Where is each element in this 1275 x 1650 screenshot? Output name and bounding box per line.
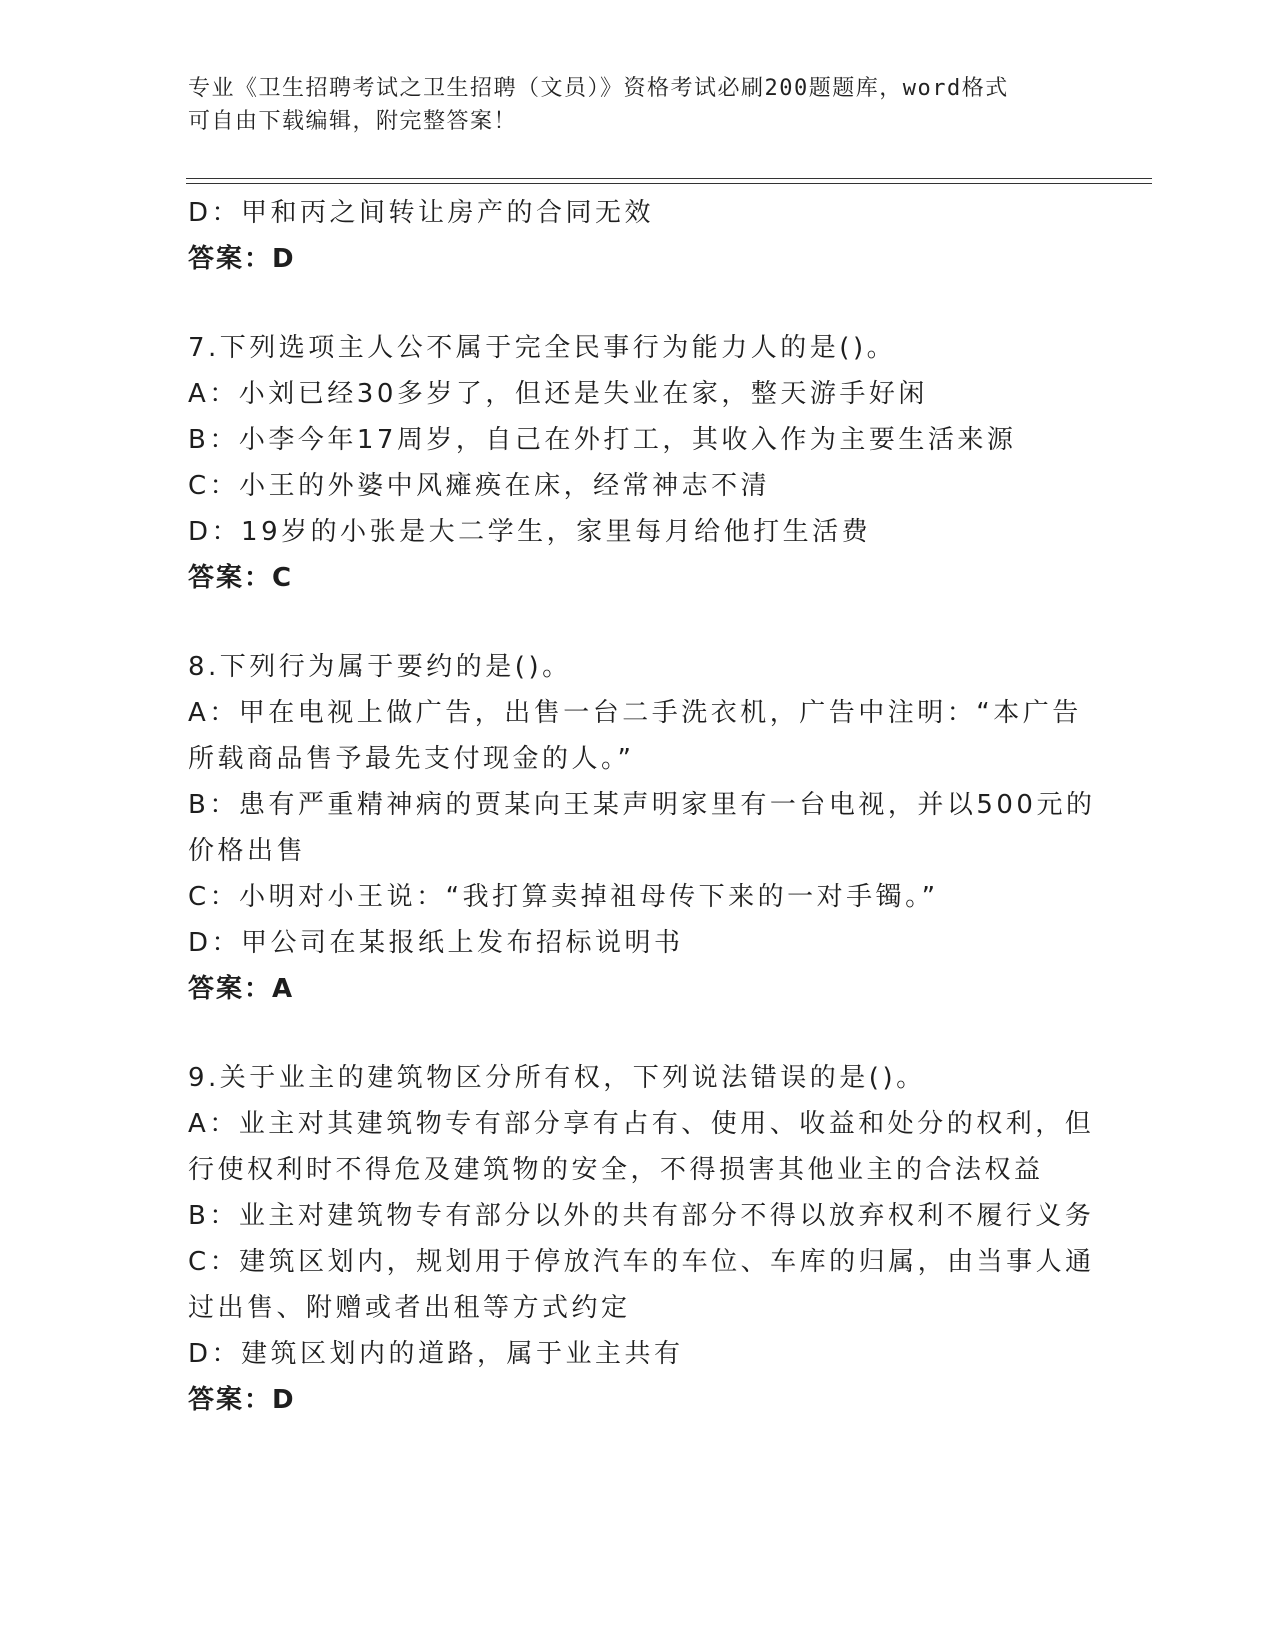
- option-c: C：小王的外婆中风瘫痪在床，经常神志不清: [188, 471, 771, 501]
- question-block-7: [188, 325, 1088, 601]
- header-divider-top: [186, 178, 1152, 179]
- answer-label: 答案：D: [188, 1385, 296, 1415]
- option-c: C：建筑区划内，规划用于停放汽车的车位、车库的归属，由当事人通: [188, 1247, 1095, 1277]
- option-a: A：甲在电视上做广告，出售一台二手洗衣机，广告中注明：“本广告: [188, 698, 1082, 728]
- option-d: D：建筑区划内的道路，属于业主共有: [188, 1339, 684, 1369]
- option-d: D：甲公司在某报纸上发布招标说明书: [188, 928, 684, 958]
- option-d: D：甲和丙之间转让房产的合同无效: [188, 198, 655, 228]
- question-text: 7.下列选项主人公不属于完全民事行为能力人的是()。: [188, 333, 897, 363]
- answer-label: 答案：A: [188, 974, 295, 1004]
- option-b: B：小李今年17周岁，自己在外打工，其收入作为主要生活来源: [188, 425, 1017, 455]
- question-block-9: [188, 1055, 1095, 1423]
- question-block-8: [188, 644, 1096, 1012]
- option-b: B：业主对建筑物专有部分以外的共有部分不得以放弃权利不履行义务: [188, 1201, 1095, 1231]
- answer-label: 答案：D: [188, 244, 296, 274]
- question-list: [188, 190, 1096, 1423]
- answer-label: 答案：C: [188, 563, 294, 593]
- option-a-continued: 行使权利时不得危及建筑物的安全，不得损害其他业主的合法权益: [188, 1155, 1044, 1185]
- header-divider-bottom: [186, 183, 1152, 184]
- spacer: [188, 282, 1088, 325]
- option-a-continued: 所载商品售予最先支付现金的人。”: [188, 744, 635, 774]
- header-title-line-1: 专业《卫生招聘考试之卫生招聘（文员）》资格考试必刷200题题库，word格式: [188, 76, 1009, 101]
- option-a: A：业主对其建筑物专有部分享有占有、使用、收益和处分的权利，但: [188, 1109, 1095, 1139]
- question-text: 8.下列行为属于要约的是()。: [188, 652, 572, 682]
- header-title-line-2: 可自由下载编辑，附完整答案！: [188, 109, 518, 134]
- option-b: B：患有严重精神病的贾某向王某声明家里有一台电视，并以500元的: [188, 790, 1096, 820]
- option-a: A：小刘已经30多岁了，但还是失业在家，整天游手好闲: [188, 379, 928, 409]
- option-c-continued: 过出售、附赠或者出租等方式约定: [188, 1293, 631, 1323]
- option-d: D：19岁的小张是大二学生，家里每月给他打生活费: [188, 517, 872, 547]
- page-header: [188, 72, 1068, 138]
- option-b-continued: 价格出售: [188, 836, 307, 866]
- question-block-6-tail: [188, 190, 1088, 282]
- option-c: C：小明对小王说：“我打算卖掉祖母传下来的一对手镯。”: [188, 882, 939, 912]
- spacer: [188, 1012, 1088, 1055]
- question-text: 9.关于业主的建筑物区分所有权，下列说法错误的是()。: [188, 1063, 926, 1093]
- spacer: [188, 601, 1088, 644]
